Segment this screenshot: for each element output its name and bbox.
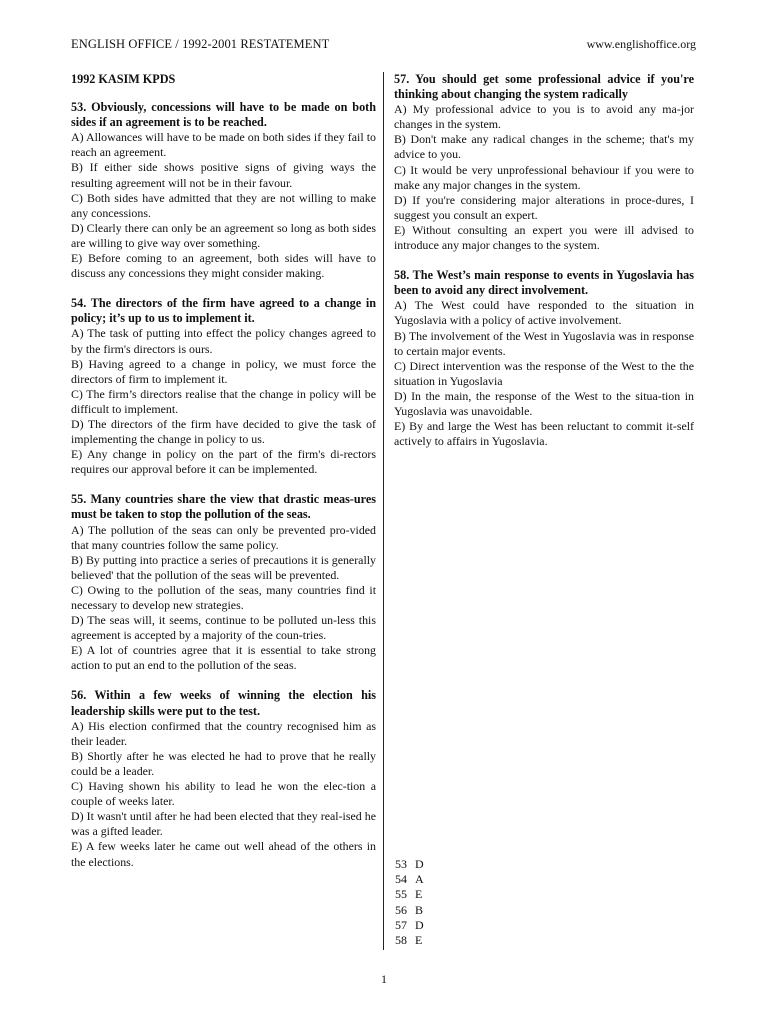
header-url[interactable]: www.englishoffice.org bbox=[586, 37, 696, 51]
answer-letter: D bbox=[415, 917, 424, 932]
question-56 bbox=[71, 688, 376, 869]
option-e: E) A few weeks later he came out well ahead of the others in the elections. bbox=[71, 839, 376, 869]
option-d: D) Clearly there can only be an agreement so long as both sides are willing to give way over something. bbox=[71, 220, 376, 250]
option-e: E) Without consulting an expert you were ill advised to introduce any major changes to the system. bbox=[394, 222, 694, 253]
left-column bbox=[71, 72, 376, 885]
page-number: 1 bbox=[381, 972, 387, 986]
question-stem: 57. You should get some professional advice if you're thinking about changing the system radically bbox=[394, 72, 694, 102]
question-stem: 55. Many countries share the view that drastic meas-ures must be taken to stop the pollution of the seas. bbox=[71, 492, 376, 522]
answer-row bbox=[395, 887, 424, 902]
column-divider bbox=[383, 72, 384, 950]
answer-row bbox=[395, 903, 424, 918]
right-column bbox=[394, 72, 694, 464]
option-a: A) Allowances will have to be made on both sides if they fail to reach an agreement. bbox=[71, 130, 376, 160]
question-58 bbox=[394, 268, 694, 449]
option-d: D) It wasn't until after he had been elected that they real-ised he was a gifted leader. bbox=[71, 809, 376, 839]
option-a: A) The task of putting into effect the policy changes agreed to by the firm's directors is ours. bbox=[71, 326, 376, 356]
question-57 bbox=[394, 72, 694, 253]
option-a: A) His election confirmed that the country recognised him as their leader. bbox=[71, 718, 376, 748]
option-c: C) Having shown his ability to lead he won the elec-tion a couple of weeks later. bbox=[71, 779, 376, 809]
answer-number: 55 bbox=[395, 887, 407, 902]
answer-row bbox=[395, 872, 424, 887]
answer-number: 58 bbox=[395, 933, 407, 948]
option-a: A) My professional advice to you is to avoid any ma-jor changes in the system. bbox=[394, 102, 694, 132]
option-b: B) Shortly after he was elected he had to prove that he really could be a leader. bbox=[71, 748, 376, 778]
question-stem: 54. The directors of the firm have agreed to a change in policy; it’s up to us to implement it. bbox=[71, 296, 376, 326]
option-e: E) A lot of countries agree that it is essential to take strong action to put an end to the pollution of the seas. bbox=[71, 643, 376, 673]
option-c: C) Both sides have admitted that they are not willing to make any concessions. bbox=[71, 190, 376, 220]
answer-letter: D bbox=[415, 857, 424, 871]
option-d: D) The seas will, it seems, continue to be polluted un-less this agreement is accepted by a majority of the coun-tries. bbox=[71, 613, 376, 643]
option-d: D) In the main, the response of the West to the situa-tion in Yugoslavia was unavoidable. bbox=[394, 388, 694, 418]
option-d: D) The directors of the firm have decided to give the task of implementing the change in policy to us. bbox=[71, 416, 376, 447]
question-55 bbox=[71, 492, 376, 673]
answer-letter: B bbox=[415, 902, 424, 917]
option-e: E) Any change in policy on the part of the firm's di-rectors requires our approval before it can be implemented. bbox=[71, 447, 376, 477]
option-c: C) Direct intervention was the response of the West to the the situation in Yugoslavia bbox=[394, 358, 694, 388]
answer-row bbox=[395, 918, 424, 933]
option-d: D) If you're considering major alterations in proce-dures, I suggest you consult an expert. bbox=[394, 192, 694, 222]
option-b: B) If either side shows positive signs of giving ways the resulting agreement will not be in their favour. bbox=[71, 160, 376, 190]
option-c: C) Owing to the pollution of the seas, many countries find it necessary to develop new strategies. bbox=[71, 582, 376, 612]
question-54 bbox=[71, 296, 376, 477]
answer-number: 56 bbox=[395, 902, 407, 917]
answer-row bbox=[395, 857, 424, 872]
answer-letter: E bbox=[415, 887, 423, 902]
option-b: B) By putting into practice a series of precautions it is generally believed' that the pollution of the seas will be prevented. bbox=[71, 552, 376, 582]
option-e: E) Before coming to an agreement, both sides will have to discuss any concessions they might consider making. bbox=[71, 251, 376, 281]
answer-number: 57 bbox=[395, 917, 407, 932]
header-title: ENGLISH OFFICE / 1992-2001 RESTATEMENT bbox=[71, 37, 330, 51]
option-a: A) The pollution of the seas can only be prevented pro-vided that many countries follow the same policy. bbox=[71, 522, 376, 552]
question-53 bbox=[71, 100, 376, 281]
option-a: A) The West could have responded to the situation in Yugoslavia with a policy of active involvement. bbox=[394, 298, 694, 328]
section-title: 1992 KASIM KPDS bbox=[71, 72, 176, 86]
question-stem: 56. Within a few weeks of winning the election his leadership skills were put to the test. bbox=[71, 688, 376, 718]
option-c: C) It would be very unprofessional behaviour if you were to make any major changes in the system. bbox=[394, 162, 694, 192]
answer-key bbox=[395, 857, 424, 948]
option-b: B) The involvement of the West in Yugoslavia was in response to certain major events. bbox=[394, 328, 694, 358]
option-c: C) The firm’s directors realise that the change in policy will be difficult to implement. bbox=[71, 386, 376, 416]
option-b: B) Don't make any radical changes in the scheme; that's my advice to you. bbox=[394, 132, 694, 162]
answer-number: 54 bbox=[395, 872, 407, 887]
option-b: B) Having agreed to a change in policy, we must force the directors of firm to implement it. bbox=[71, 356, 376, 386]
answer-letter: A bbox=[415, 872, 424, 887]
option-e: E) By and large the West has been reluctant to commit it-self actively to affairs in Yugoslavia. bbox=[394, 419, 694, 449]
question-stem: 53. Obviously, concessions will have to be made on both sides if an agreement is to be reached. bbox=[71, 100, 376, 130]
answer-row bbox=[395, 933, 424, 948]
answer-number: 53 bbox=[395, 857, 407, 871]
question-stem: 58. The West’s main response to events in Yugoslavia has been to avoid any direct involvement. bbox=[394, 268, 694, 298]
answer-letter: E bbox=[415, 933, 423, 948]
